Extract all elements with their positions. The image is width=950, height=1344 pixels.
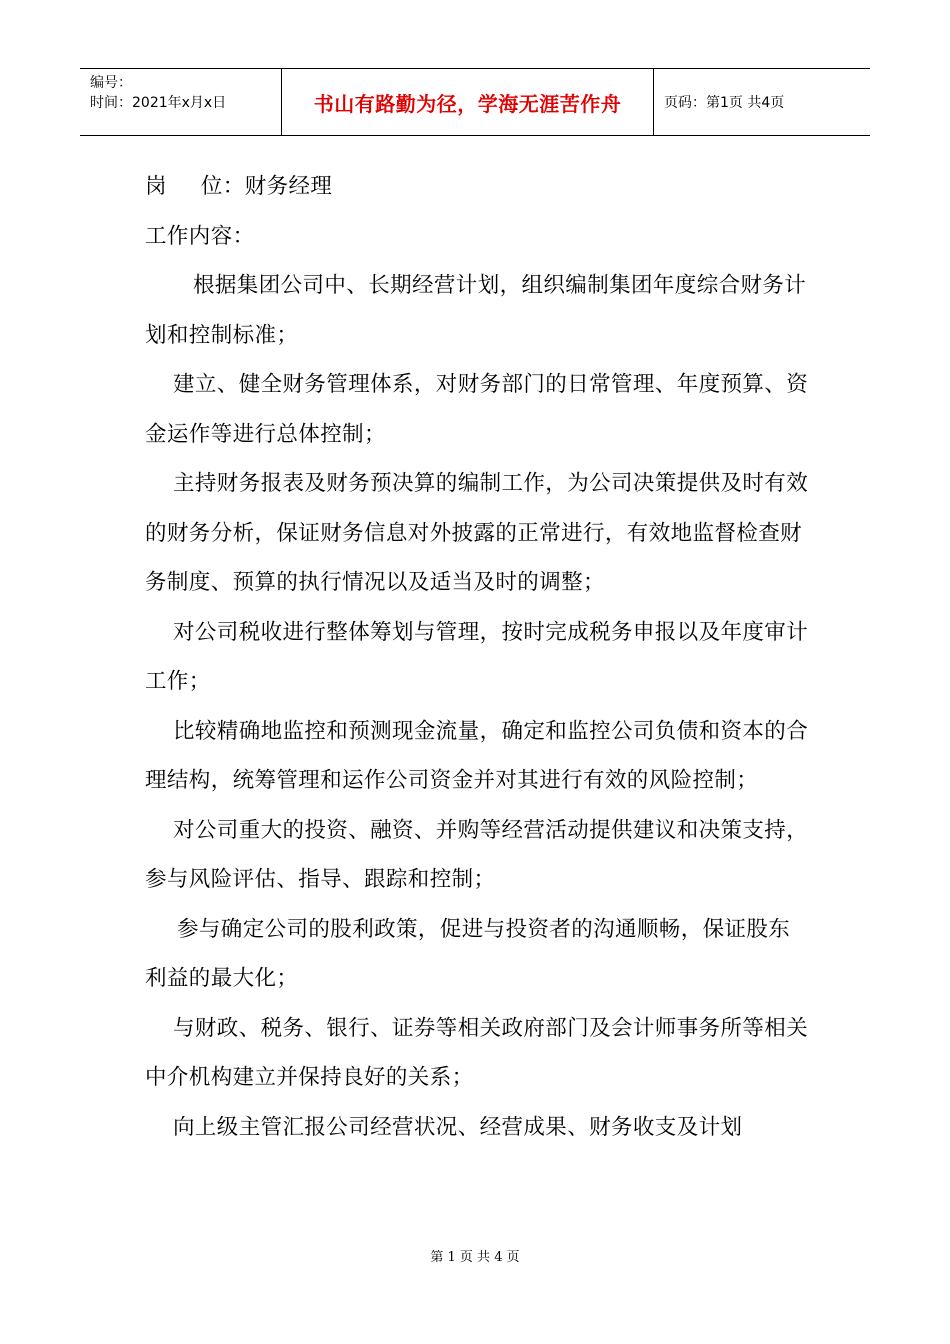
content-heading: 工作内容： <box>145 223 255 249</box>
paragraph: 向上级主管汇报公司经营状况、经营成果、财务收支及计划 <box>173 1114 743 1140</box>
role-label: 岗 <box>145 174 167 199</box>
header-page-info: 页码：第1页 共4页 <box>664 95 785 111</box>
paragraph: 对公司重大的投资、融资、并购等经营活动提供建议和决策支持，参与风险评估、指导、跟踪和控制； <box>145 817 809 892</box>
role-line <box>145 162 810 212</box>
role-label-2: 位： <box>200 174 245 199</box>
paragraph: 参与确定公司的股利政策，促进与投资者的沟通顺畅，保证股东利益的最大化； <box>145 916 791 991</box>
paragraph: 建立、健全财务管理体系，对财务部门的日常管理、年度预算、资金运作等进行总体控制； <box>145 372 809 447</box>
header-motto: 书山有路勤为径，学海无涯苦作舟 <box>282 69 654 135</box>
role-value: 财务经理 <box>244 174 333 199</box>
document-time: 时间：2021年x月x日 <box>90 95 227 111</box>
paragraph: 比较精确地监控和预测现金流量，确定和监控公司负债和资本的合理结构，统筹管理和运作公司资金并对其进行有效的风险控制； <box>145 718 809 793</box>
paragraph: 与财政、税务、银行、证券等相关政府部门及会计师事务所等相关中介机构建立并保持良好的关系； <box>145 1015 809 1090</box>
paragraph: 对公司税收进行整体筹划与管理，按时完成税务申报以及年度审计工作； <box>145 619 809 694</box>
document-number-label: 编号： <box>90 75 132 91</box>
paragraph: 主持财务报表及财务预决算的编制工作，为公司决策提供及时有效的财务分析，保证财务信息对外披露的正常进行，有效地监督检查财务制度、预算的执行情况以及适当及时的调整； <box>145 471 809 595</box>
page-footer: 第 1 页 共 4 页 <box>430 1250 520 1265</box>
header-meta <box>80 69 282 135</box>
paragraph: 根据集团公司中、长期经营计划，组织编制集团年度综合财务计划和控制标准； <box>145 273 807 348</box>
document-body <box>145 162 810 1152</box>
document-header <box>80 68 870 136</box>
